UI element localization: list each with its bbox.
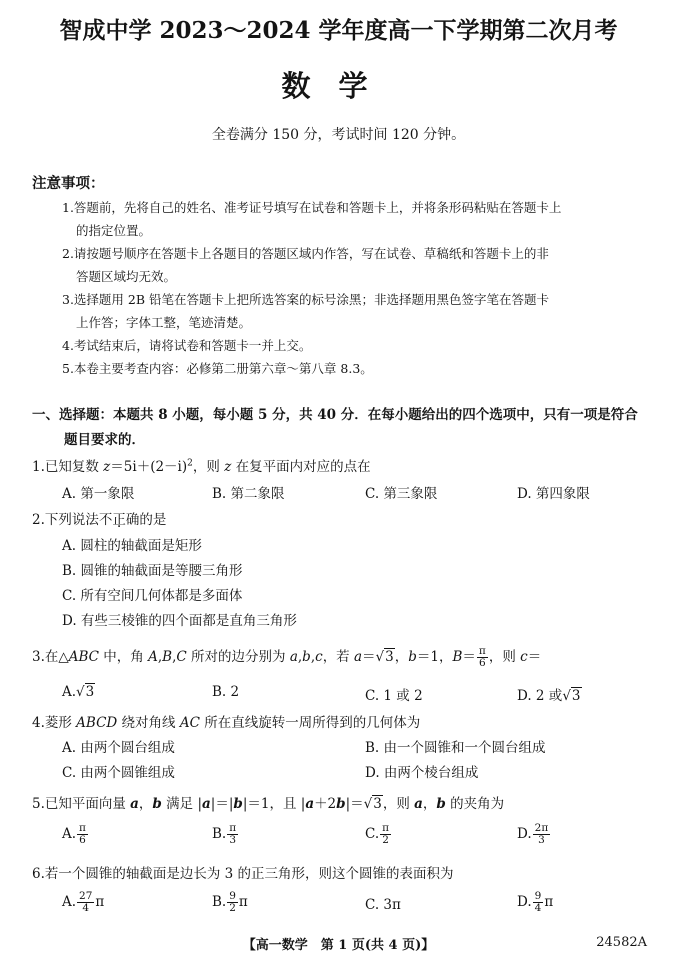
question-6-option-c: C. 3π (365, 897, 401, 913)
emphasis-text: 不正确 (98, 512, 140, 528)
note-item (62, 196, 652, 242)
question-4-option-c: C. 由两个圆锥组成 (62, 765, 175, 781)
question-3-option-b: B. 2 (212, 684, 240, 700)
question-2-stem: 2.下列说法不正确的是 (32, 508, 166, 528)
question-1-option-c: C. 第三象限 (365, 486, 438, 502)
notes-heading: 注意事项： (32, 175, 105, 192)
note-line-cont: 上作答；字体工整，笔迹清楚。 (76, 315, 252, 330)
question-4-stem: 4.菱形 ABCD 绕对角线 AC 所在直线旋转一周所得到的几何体为 (32, 715, 421, 731)
section-heading-choice (32, 403, 652, 453)
question-5-stem: 5.已知平面向量 a，b 满足 |a|＝|b|＝1，且 |a＋2b|＝√3，则 a，b 的夹角为 (32, 796, 505, 812)
question-1-stem: 1.已知复数 $z=5i+(2-i)^2$，则 z 在复平面内对应的点在 (32, 458, 371, 475)
fraction: $\frac{\pi}{6}$ (478, 645, 486, 669)
question-4-option-b: B. 由一个圆锥和一个圆台组成 (365, 740, 546, 756)
note-line: 5.本卷主要考查内容：必修第二册第六章～第八章 8.3。 (62, 361, 373, 376)
note-line: 1.答题前，先将自己的姓名、准考证号填写在试卷和答题卡上，并将条形码粘贴在答题卡上 (62, 200, 562, 215)
subject-title: 数学 (281, 69, 396, 103)
question-1-option-b: B. 第二象限 (212, 486, 285, 502)
note-line-cont: 答题区域均无效。 (76, 269, 177, 284)
page-footer: 【高一数学 第 1 页(共 4 页)】 (242, 938, 435, 953)
question-1-option-d: D. 第四象限 (517, 486, 590, 502)
question-5-option-a: A. $\frac{\pi}{6}$ (62, 822, 86, 846)
section-line: 一、选择题：本题共 8 小题，每小题 5 分，共 40 分．在每小题给出的四个选项中，只有一项是符合 (32, 407, 638, 423)
question-4-option-d: D. 由两个棱台组成 (365, 765, 479, 781)
question-2-option-b: B. 圆锥的轴截面是等腰三角形 (62, 563, 243, 579)
score-info: 全卷满分 150 分，考试时间 120 分钟。 (211, 127, 466, 143)
note-item (62, 288, 652, 334)
note-line: 4.考试结束后，请将试卷和答题卡一并上交。 (62, 338, 312, 353)
exam-code: 24582A (596, 935, 647, 950)
section-line-cont: 题目要求的． (64, 432, 145, 448)
question-3-option-a: A.√3 (62, 684, 95, 700)
question-6-option-b: B. $\frac{9}{2}$ π (212, 890, 248, 914)
sqrt-expression: √3 (375, 649, 394, 665)
question-6-stem: 6.若一个圆锥的轴截面是边长为 3 的正三角形，则这个圆锥的表面积为 (32, 866, 454, 882)
note-item (62, 334, 652, 357)
question-2-option-d: D. 有些三棱锥的四个面都是直角三角形 (62, 613, 297, 629)
question-3-option-d: D. 2 或√3 (517, 688, 581, 704)
question-6-option-a: A. $\frac{27}{4}$ π (62, 890, 105, 914)
note-item (62, 242, 652, 288)
question-6-option-d: D. $\frac{9}{4}$ π (517, 890, 554, 914)
question-5-option-b: B. $\frac{\pi}{3}$ (212, 822, 237, 846)
question-1-option-a: A. 第一象限 (62, 486, 135, 502)
notes-list (62, 196, 652, 380)
note-line: 2.请按题号顺序在答题卡上各题目的答题区域内作答，写在试卷、草稿纸和答题卡上的非 (62, 246, 549, 261)
question-3-stem: 3.在△ABC 中，角 A,B,C 所对的边分别为 a,b,c，若 a＝√3，b＝1，B＝ $\frac{\pi}{6}$ ，则 c＝ (32, 645, 542, 669)
note-line-cont: 的指定位置。 (76, 223, 152, 238)
question-2-option-a: A. 圆柱的轴截面是矩形 (62, 538, 202, 554)
question-2-option-c: C. 所有空间几何体都是多面体 (62, 588, 243, 604)
exam-title: 智成中学 2023～2024 学年度高一下学期第二次月考 (59, 17, 618, 44)
question-5-option-d: D. $\frac{2\pi}{3}$ (517, 822, 549, 846)
note-line: 3.选择题用 2B 铅笔在答题卡上把所选答案的标号涂黑；非选择题用黑色签字笔在答题卡 (62, 292, 550, 307)
question-5-option-c: C. $\frac{\pi}{2}$ (365, 822, 390, 846)
question-3-option-c: C. 1 或 2 (365, 688, 423, 704)
question-4-option-a: A. 由两个圆台组成 (62, 740, 175, 756)
note-item (62, 357, 652, 380)
